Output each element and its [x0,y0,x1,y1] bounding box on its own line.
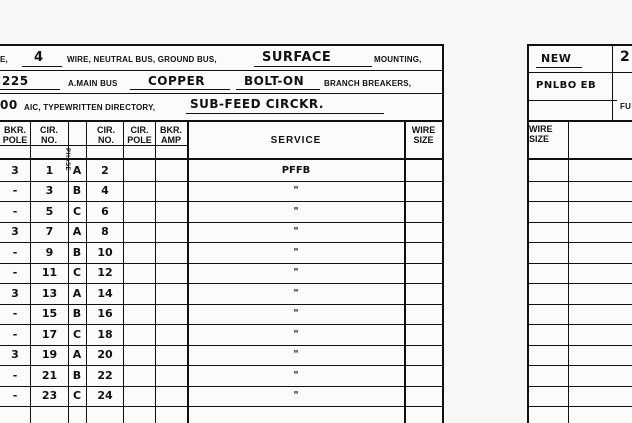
wire-size-cell [405,222,442,241]
right-row-rule [527,345,632,346]
phase-cell: B [72,245,82,259]
row-rule [0,406,442,407]
phase-cell: B [72,184,82,197]
bkr-amp-cell [155,202,187,221]
right-row-rule [527,365,632,366]
cir-pole-cell [124,304,155,323]
circuit-number-2-cell: 20 [97,348,113,361]
table-top-rule [0,120,442,122]
new-underline [536,67,582,68]
wire-size-cell [405,161,442,180]
header-line1-text2: MOUNTING, [374,55,422,64]
wire-label: WIRE [411,125,436,135]
sub-feed-value: SUB-FEED CIRCKR. [190,97,324,111]
circuit-number-cell: 13 [41,286,58,300]
right-row-rule [527,222,632,223]
header-line2-text2: BRANCH BREAKERS, [324,79,412,88]
service-cell: " [293,246,299,258]
service-cell: " [293,308,299,319]
wire-size-cell [405,284,442,303]
size-label: SIZE [413,135,434,145]
right-box-mid-rule [527,72,632,73]
bkr-pole-cell: - [12,327,18,341]
wire-size-cell [405,325,442,344]
wire-count-underline [22,66,62,67]
right-box-bottom-rule [527,100,617,101]
right-box-fu: FU [620,102,632,111]
phase-cell: A [72,286,82,300]
bkr-pole-cell: - [12,368,18,382]
cir-pole-cell [124,325,155,344]
circuit-number-cell: 17 [41,327,58,341]
service-cell: " [293,287,299,299]
wire-size-cell [405,386,442,405]
circuit-number-2-cell: 16 [97,307,113,320]
circuit-number-2-cell: 8 [101,225,109,238]
circuit-number-cell: 15 [41,307,58,320]
no-label-2: NO. [97,135,114,145]
cir-pole-cell [124,345,155,364]
col-header-cir-no [31,125,67,145]
right-size-label: SIZE [529,134,550,144]
bkr-amp-cell [155,263,187,282]
bkr-pole-cell: 3 [11,225,19,238]
phase-cell: A [72,348,82,361]
bkr-amp-label-bottom: AMP [161,135,181,145]
cir-pole-cell [124,243,155,262]
cir-pole-cell [124,161,155,180]
circuit-number-cell: 19 [41,348,58,361]
header-prefix: E, [0,55,8,64]
bkr-pole-cell: - [12,184,18,197]
bus-material-underline [130,89,230,90]
phase-cell: C [72,204,82,218]
sheet-right-border [442,44,444,423]
sheet-top-border [0,44,444,46]
column-rule [68,121,69,423]
bkr-amp-cell [155,345,187,364]
right-table-top-rule [527,120,632,122]
right-row-rule [527,283,632,284]
cir-pole-cell [124,222,155,241]
bkr-amp-cell [155,304,187,323]
bkr-amp-cell [155,325,187,344]
cir-pole-label-bottom: POLE [127,135,152,145]
circuit-number-cell: 9 [45,245,54,259]
column-rule [123,121,124,423]
right-row-rule [527,201,632,202]
wire-size-cell [405,243,442,262]
col-header-cir-no-2 [88,125,124,145]
circuit-number-2-cell: 4 [101,184,109,197]
no-label: NO. [40,135,57,145]
phase-cell: C [72,327,82,341]
column-rule [404,121,406,423]
circuit-number-cell: 7 [45,225,54,238]
bkr-pole-cell: 3 [11,286,19,300]
phase-cell: B [72,307,82,320]
bkr-pole-cell: - [12,307,18,320]
right-box-panelboard: PNLBO EB [536,80,597,91]
circuit-number-2-cell: 6 [101,204,109,218]
bkr-amp-cell [155,243,187,262]
circuit-number-2-cell: 2 [101,163,109,177]
cir-pole-cell [124,263,155,282]
mounting-underline [254,66,372,67]
right-row-rule [527,242,632,243]
service-cell: PFFB [281,164,311,176]
right-row-rule [527,406,632,407]
wire-size-cell [405,263,442,282]
bkr-pole-cell: - [12,389,18,402]
bus-material-value: COPPER [148,74,206,88]
phase-cell: C [72,389,82,402]
circuit-number-2-cell: 22 [97,368,113,382]
service-cell: " [293,267,299,278]
wire-size-cell [405,202,442,221]
header-line3-text1: AIC, TYPEWRITTEN DIRECTORY, [24,103,156,112]
service-cell: " [293,226,299,237]
col-header-cir-pole [124,125,155,145]
bkr-pole-cell: - [12,204,18,218]
bkr-amp-cell [155,386,187,405]
cir-pole-cell [124,202,155,221]
bkr-amp-label-top: BKR. [160,125,182,135]
header-line-1-rule [0,70,442,71]
column-rule [155,121,156,423]
right-wire-label: WIRE [529,124,553,134]
service-cell: " [293,185,299,196]
col-header-bkr-amp [155,125,187,145]
cir-pole-cell [124,366,155,385]
bkr-amp-cell [155,366,187,385]
circuit-number-cell: 3 [45,184,54,197]
right-row-rule [527,324,632,325]
breaker-type-underline [236,89,320,90]
right-table-header-bottom-rule [527,158,632,160]
circuit-number-cell: 5 [45,204,54,218]
right-wire-size-divider [568,120,569,423]
header-line-2-rule [0,93,442,94]
right-box-divider [612,44,613,120]
right-row-rule [527,181,632,182]
bkr-amp-cell [155,222,187,241]
bkr-amp-cell [155,161,187,180]
circuit-number-2-cell: 10 [97,245,113,259]
col-header-bkr-pole [0,125,30,145]
bkr-pole-cell: - [12,245,18,259]
right-row-rule [527,386,632,387]
service-cell: " [293,205,299,217]
service-cell: " [293,328,299,340]
cir-pole-cell [124,284,155,303]
col-header-wire-size [405,125,442,145]
cir-label-2: CIR. [97,125,115,135]
service-cell: " [293,349,299,360]
bkr-amp-cell [155,284,187,303]
bkr-pole-cell: - [12,266,18,279]
service-cell: " [293,369,299,381]
circuit-number-2-cell: 18 [97,327,113,341]
right-col-header-wire-size [529,124,553,144]
wire-size-cell [405,304,442,323]
right-row-rule [527,304,632,305]
breaker-type-value: BOLT-ON [244,74,305,88]
column-rule [187,121,189,423]
circuit-number-2-cell: 24 [97,389,113,402]
phase-cell: A [72,163,82,177]
header-line1-text1: WIRE, NEUTRAL BUS, GROUND BUS, [67,55,217,64]
cir-pole-cell [124,181,155,200]
circuit-number-2-cell: 12 [97,266,113,279]
right-box-new-right: 2 [620,49,631,65]
main-bus-amps-value: 225 [2,74,29,88]
phase-cell: B [72,368,82,382]
col-header-service: SERVICE [270,135,322,146]
cir-pole-cell [124,386,155,405]
bkr-amp-cell [155,181,187,200]
circuit-number-cell: 21 [41,368,58,382]
cir-pole-label-top: CIR. [130,125,149,135]
bkr-label: BKR. [4,125,26,135]
wire-size-cell [405,366,442,385]
pole-label: POLE [2,135,28,145]
cir-label: CIR. [40,125,58,135]
circuit-number-2-cell: 14 [97,286,113,300]
right-box-new: NEW [541,52,572,65]
phase-cell: A [72,225,82,238]
header-line2-text1: A.MAIN BUS [68,79,118,88]
right-row-rule [527,263,632,264]
wire-size-cell [405,345,442,364]
bkr-pole-cell: 3 [11,348,19,361]
header-sub-rule [0,145,187,146]
wire-count-value: 4 [34,50,44,65]
mounting-type-value: SURFACE [262,50,332,65]
amps-underline [0,89,60,90]
circuit-number-cell: 23 [41,389,58,402]
bkr-pole-cell: 3 [11,163,19,177]
column-rule [86,121,87,423]
circuit-number-cell: 11 [41,266,58,279]
service-cell: " [293,390,299,401]
wire-size-cell [405,181,442,200]
right-sheet-top-border [527,44,632,46]
circuit-number-cell: 1 [45,163,54,177]
phase-cell: C [72,266,82,279]
column-rule [30,121,31,423]
aic-value: 00 [0,98,18,112]
sub-feed-underline [186,113,384,114]
